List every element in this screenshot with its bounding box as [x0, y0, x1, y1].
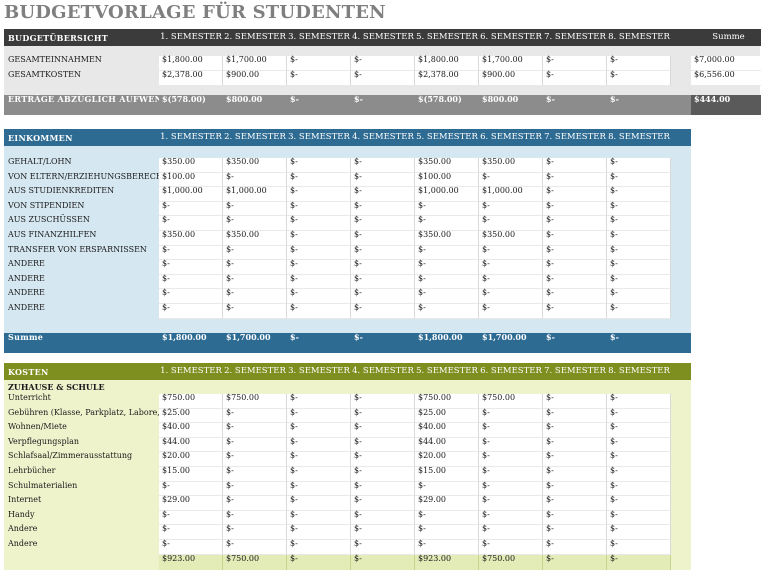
semester-header: 2. SEMESTER	[223, 29, 287, 46]
semester-header: 5. SEMESTER	[415, 129, 479, 146]
semester-header: 5. SEMESTER	[415, 29, 479, 46]
semester-header: 1. SEMESTER	[159, 29, 223, 46]
semester-header: 2. SEMESTER	[223, 363, 287, 380]
semester-header: 4. SEMESTER	[351, 363, 415, 380]
semester-header: 3. SEMESTER	[287, 129, 351, 146]
budget-summary-section	[4, 29, 760, 125]
semester-header: 7. SEMESTER	[543, 363, 607, 380]
semester-header: 8. SEMESTER	[607, 29, 671, 46]
costs-heading: KOSTEN	[4, 363, 159, 380]
costs-section	[4, 363, 760, 570]
income-heading: EINKOMMEN	[4, 129, 159, 146]
page-title: BUDGETVORLAGE FÜR STUDENTEN	[4, 2, 386, 23]
semester-header: 3. SEMESTER	[287, 29, 351, 46]
semester-header: 4. SEMESTER	[351, 29, 415, 46]
semester-header: 8. SEMESTER	[607, 363, 671, 380]
sum-header: Summe	[691, 29, 761, 46]
summary-heading: BUDGETÜBERSICHT	[4, 29, 159, 46]
semester-header: 1. SEMESTER	[159, 363, 223, 380]
semester-header: 6. SEMESTER	[479, 129, 543, 146]
semester-header: 1. SEMESTER	[159, 129, 223, 146]
semester-header: 7. SEMESTER	[543, 29, 607, 46]
semester-header: 8. SEMESTER	[607, 129, 671, 146]
semester-header: 5. SEMESTER	[415, 363, 479, 380]
semester-header: 3. SEMESTER	[287, 363, 351, 380]
income-section	[4, 129, 760, 363]
semester-header: 4. SEMESTER	[351, 129, 415, 146]
semester-header: 6. SEMESTER	[479, 29, 543, 46]
semester-header: 6. SEMESTER	[479, 363, 543, 380]
group-label: ZUHAUSE & SCHULE	[4, 380, 691, 394]
semester-header: 7. SEMESTER	[543, 129, 607, 146]
semester-header: 2. SEMESTER	[223, 129, 287, 146]
